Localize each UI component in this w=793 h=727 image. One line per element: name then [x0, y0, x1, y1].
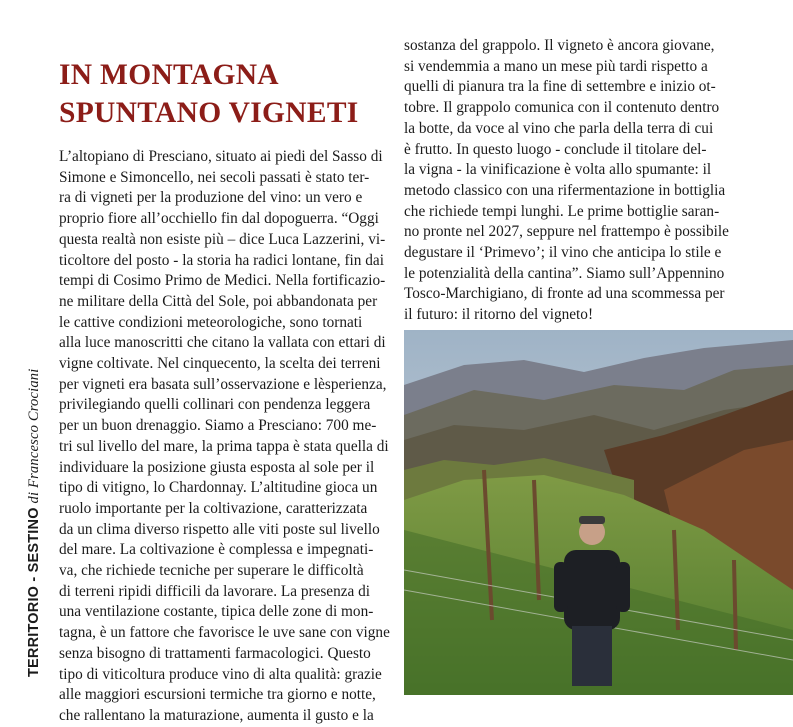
text-line: il futuro: il ritorno del vigneto! — [404, 306, 594, 324]
text-line: le cattive condizioni meteorologiche, sono tornati — [59, 313, 363, 331]
text-line: di terreni ripidi difficili da lavorare. La presenza di — [59, 582, 371, 600]
text-line: tri sul livello del mare, la prima tappa è stata quella di — [59, 437, 389, 455]
text-line: L’altopiano di Presciano, situato ai piedi del Sasso di — [59, 148, 383, 165]
text-line: tipo di vitigno, lo Chardonnay. L’altitudine gioca un — [59, 479, 378, 497]
text-line: Tosco-Marchigiano, di fronte ad una scommessa per — [404, 285, 725, 303]
text-line: tobre. Il grappolo comunica con il contenuto dentro — [404, 99, 720, 117]
text-line: privilegiando quelli collinari con pendenza leggera — [59, 396, 371, 414]
text-line: che rallentano la maturazione, aumenta il gusto e la — [59, 706, 374, 724]
title-line: SPUNTANO VIGNETI — [59, 97, 359, 129]
text-line: si vendemmia a mano un mese più tardi rispetto a — [404, 57, 708, 75]
text-line: alle maggiori escursioni termiche tra giorno e notte, — [59, 686, 376, 704]
text-line: quelli di pianura tra la fine di settembre e inizio ot- — [404, 78, 716, 96]
text-line: da un clima diverso rispetto alle viti poste sul livello — [59, 520, 380, 538]
text-line: ticoltore del posto - la storia ha radici lontane, fin dai — [59, 251, 384, 269]
article-photo — [404, 330, 793, 695]
article-column-right — [404, 36, 739, 326]
text-line: per vigneti era basata sull’osservazione e lèsperienza, — [59, 375, 387, 393]
text-line: tagna, è un fattore che favorisce le uve sane con vigne — [59, 624, 390, 642]
text-line: vigne coltivate. Nel cinquecento, la scelta dei terreni — [59, 355, 381, 373]
text-line: questa realtà non esiste più – dice Luca Lazzerini, vi- — [59, 230, 386, 248]
text-line: ne militare della Città del Sole, poi abbandonata per — [59, 292, 378, 310]
text-line: è frutto. In questo luogo - conclude il titolare del- — [404, 140, 707, 158]
text-line: per un buon drenaggio. Siamo a Presciano: 700 me- — [59, 417, 377, 435]
text-line: va, che richiede tecniche per superare le difficoltà — [59, 562, 364, 580]
text-line: senza bisogno di trattamenti farmacologici. Questo — [59, 644, 371, 662]
text-line: Simone e Simoncello, nei secoli passati è stato ter- — [59, 168, 370, 186]
section-name: TERRITORIO - SESTINO — [26, 507, 42, 677]
text-line: la vigna - la vinificazione è volta allo spumante: il — [404, 161, 712, 179]
author-byline: di Francesco Crociani — [26, 368, 42, 508]
text-line: ruolo importante per la coltivazione, caratterizzata — [59, 499, 368, 517]
text-line: individuare la posizione giusta esposta al sole per il — [59, 458, 375, 476]
title-line: IN MONTAGNA — [59, 59, 279, 91]
text-line: no pronte nel 2027, seppure nel frattempo è possibile — [404, 223, 729, 241]
text-line: che richiede tempi lunghi. Le prime bottiglie saran- — [404, 202, 720, 220]
section-label — [26, 369, 43, 677]
text-line: sostanza del grappolo. Il vigneto è ancora giovane, — [404, 37, 715, 54]
text-line: degustare il ‘Primevo’; il vino che anticipa lo stile e — [404, 244, 722, 262]
article-column-left — [59, 147, 390, 727]
text-line: tipo di viticoltura produce vino di alta qualità: grazie — [59, 665, 382, 683]
text-line: ra di vigneti per la produzione del vino: un vero e — [59, 189, 363, 207]
text-line: le potenzialità della cantina”. Siamo sull’Appennino — [404, 264, 725, 282]
text-line: del mare. La coltivazione è complessa e impegnati- — [59, 541, 374, 559]
article-title — [59, 56, 399, 132]
text-line: proprio fiore all’occhiello fin dal dopoguerra. “Oggi — [59, 210, 379, 228]
text-line: alla luce manoscritti che citano la vallata con ettari di — [59, 334, 386, 352]
text-line: la botte, da voce al vino che parla della terra di cui — [404, 119, 714, 137]
text-line: una ventilazione costante, tipica delle zone di mon- — [59, 603, 374, 621]
text-line: metodo classico con una rifermentazione in bottiglia — [404, 181, 726, 199]
text-line: tempi di Cosimo Primo de Medici. Nella fortificazio- — [59, 272, 386, 290]
